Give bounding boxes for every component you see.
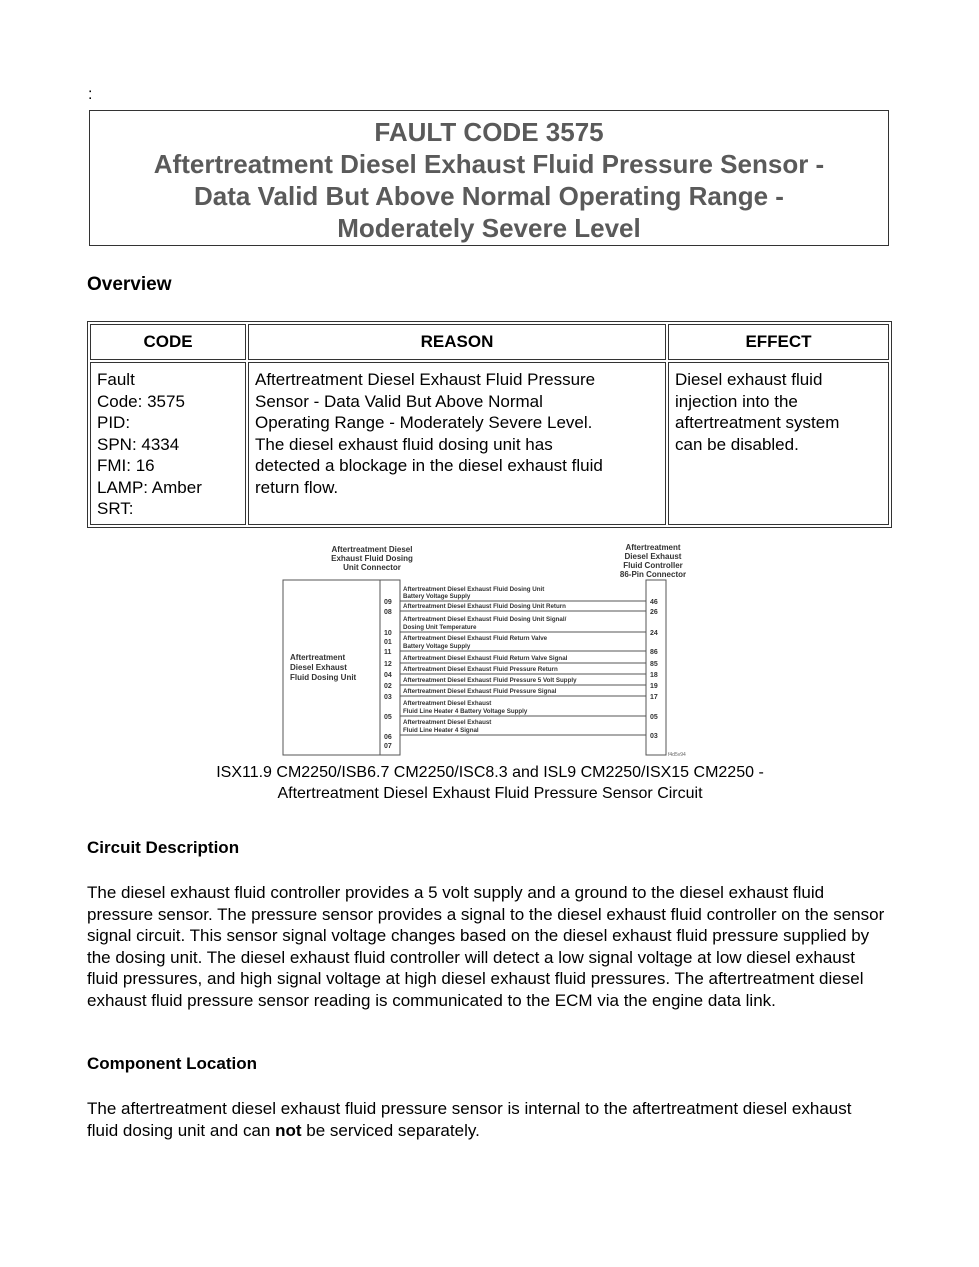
- wire-label: Dosing Unit Temperature: [403, 624, 477, 631]
- code-line: FMI: 16: [97, 456, 155, 475]
- header-code: CODE: [90, 324, 246, 360]
- right-pin: 05: [650, 714, 658, 721]
- circuit-description-text: The diesel exhaust fluid controller provides a 5 volt supply and a ground to the diesel exhaust fluid pressure sensor. The pressure sensor provides a signal to the diesel exhaust fluid controller on the sensor signal circuit. This sensor signal voltage changes based on the diesel exhaust fluid pressure supplied by the dosing unit. The diesel exhaust fluid controller will detect a low signal voltage at low diesel exhaust fluid pressures, and high signal voltage at high diesel exhaust fluid pressures. The aftertreatment diesel exhaust fluid pressure sensor reading is communicated to the ECM via the engine data link.: [87, 883, 885, 1010]
- left-pin: 05: [384, 714, 392, 721]
- caption-line: ISX11.9 CM2250/ISB6.7 CM2250/ISC8.3 and ISL9 CM2250/ISX15 CM2250 -: [216, 764, 764, 781]
- left-pin: 09: [384, 599, 392, 606]
- diagram-caption: [90, 762, 890, 804]
- effect-cell: [668, 362, 889, 525]
- left-connector-label: Unit Connector: [343, 563, 401, 572]
- wire-label: Aftertreatment Diesel Exhaust: [403, 719, 492, 726]
- left-pin: 08: [384, 609, 392, 616]
- wire-label: Aftertreatment Diesel Exhaust Fluid Return Valve Signal: [403, 655, 568, 662]
- wire-label: Aftertreatment Diesel Exhaust: [403, 700, 492, 707]
- wire-label: Battery Voltage Supply: [403, 593, 471, 600]
- code-line: SRT:: [97, 499, 134, 518]
- right-connector-label: Diesel Exhaust: [624, 552, 682, 561]
- left-pin: 06: [384, 734, 392, 741]
- left-pin: 04: [384, 672, 392, 679]
- right-pin: 85: [650, 661, 658, 668]
- wire-label: Fluid Line Heater 4 Battery Voltage Supply: [403, 708, 528, 715]
- right-connector-label: Aftertreatment: [625, 543, 681, 552]
- code-line: Fault: [97, 370, 135, 389]
- wire-labels: [403, 586, 577, 734]
- left-pin-numbers: [384, 599, 392, 750]
- right-connector-label: Fluid Controller: [623, 561, 683, 570]
- caption-line: Aftertreatment Diesel Exhaust Fluid Pressure Sensor Circuit: [277, 785, 703, 802]
- component-location-text: [87, 1098, 887, 1141]
- left-pin: 11: [384, 649, 392, 656]
- code-line: Code: 3575: [97, 391, 185, 411]
- right-pin: 46: [650, 599, 658, 606]
- fault-title-line: Moderately Severe Level: [337, 213, 641, 243]
- wire-label: Aftertreatment Diesel Exhaust Fluid Dosing Unit: [403, 586, 545, 593]
- fault-title-line: Aftertreatment Diesel Exhaust Fluid Pressure Sensor -: [153, 149, 825, 179]
- right-pin: 26: [650, 609, 658, 616]
- wire-label: Aftertreatment Diesel Exhaust Fluid Dosing Unit Return: [403, 603, 566, 610]
- reason-line: Aftertreatment Diesel Exhaust Fluid Pressure: [255, 370, 596, 389]
- reason-line: Sensor - Data Valid But Above Normal: [255, 391, 543, 411]
- right-pin: 24: [650, 630, 658, 637]
- reason-line: detected a blockage in the diesel exhaust fluid: [255, 456, 603, 475]
- right-pin-numbers: [650, 599, 658, 740]
- wire-label: Aftertreatment Diesel Exhaust Fluid Pressure 5 Volt Supply: [403, 677, 577, 684]
- left-pin: 10: [384, 630, 392, 637]
- reason-line: The diesel exhaust fluid dosing unit has: [255, 434, 553, 454]
- left-pin: 02: [384, 683, 392, 690]
- page-marker: :: [88, 86, 93, 103]
- left-connector-label: Aftertreatment Diesel: [331, 545, 413, 554]
- header-effect: EFFECT: [668, 324, 889, 360]
- circuit-description-heading: Circuit Description: [87, 838, 240, 857]
- effect-line: Diesel exhaust fluid: [675, 370, 823, 389]
- right-pin: 86: [650, 649, 658, 656]
- code-line: PID:: [97, 413, 131, 432]
- wire-label: Fluid Line Heater 4 Signal: [403, 727, 479, 734]
- right-pin: 17: [650, 694, 658, 701]
- wire-label: Battery Voltage Supply: [403, 643, 471, 650]
- reason-line: return flow.: [255, 477, 339, 497]
- component-text-emphasis: not: [275, 1120, 302, 1140]
- overview-heading: Overview: [87, 274, 172, 295]
- wire-label: Aftertreatment Diesel Exhaust Fluid Pressure Return: [403, 666, 558, 673]
- right-connector-label: 86-Pin Connector: [619, 570, 687, 579]
- component-text-end: be serviced separately.: [301, 1120, 480, 1140]
- circuit-diagram: [280, 540, 700, 760]
- header-reason: REASON: [248, 324, 666, 360]
- reason-cell: [248, 362, 666, 525]
- code-line: LAMP: Amber: [97, 477, 202, 497]
- left-pin: 01: [384, 639, 392, 646]
- right-pin: 03: [650, 733, 658, 740]
- code-line: SPN: 4334: [97, 434, 180, 454]
- fault-overview-table: [87, 321, 892, 528]
- component-text-start: The aftertreatment diesel exhaust fluid pressure sensor is internal to the aftertreatment diesel exhaust fluid dosing unit and can: [87, 1099, 852, 1140]
- effect-line: can be disabled.: [675, 434, 799, 454]
- left-pin: 03: [384, 694, 392, 701]
- reason-line: Operating Range - Moderately Severe Level.: [255, 413, 593, 432]
- right-pin: 19: [650, 683, 658, 690]
- component-location-heading: Component Location: [87, 1054, 257, 1073]
- code-cell: [90, 362, 246, 525]
- dosing-unit-label: Diesel Exhaust: [290, 663, 347, 672]
- figure-id: f4d5v94: [668, 752, 686, 758]
- effect-line: aftertreatment system: [675, 413, 840, 432]
- wire-label: Aftertreatment Diesel Exhaust Fluid Pressure Signal: [403, 688, 557, 695]
- dosing-unit-label: Aftertreatment: [290, 653, 346, 662]
- left-pin: 07: [384, 743, 392, 750]
- left-connector-label: Exhaust Fluid Dosing: [331, 554, 413, 563]
- wire-label: Aftertreatment Diesel Exhaust Fluid Dosing Unit Signal/: [403, 616, 567, 623]
- fault-title-line: Data Valid But Above Normal Operating Range -: [194, 181, 784, 211]
- fault-title-box: [89, 110, 889, 246]
- wire-label: Aftertreatment Diesel Exhaust Fluid Return Valve: [403, 635, 548, 642]
- fault-code-title: FAULT CODE 3575: [374, 117, 604, 147]
- right-pin: 18: [650, 672, 658, 679]
- left-pin: 12: [384, 661, 392, 668]
- dosing-unit-label: Fluid Dosing Unit: [290, 673, 357, 682]
- effect-line: injection into the: [675, 391, 798, 411]
